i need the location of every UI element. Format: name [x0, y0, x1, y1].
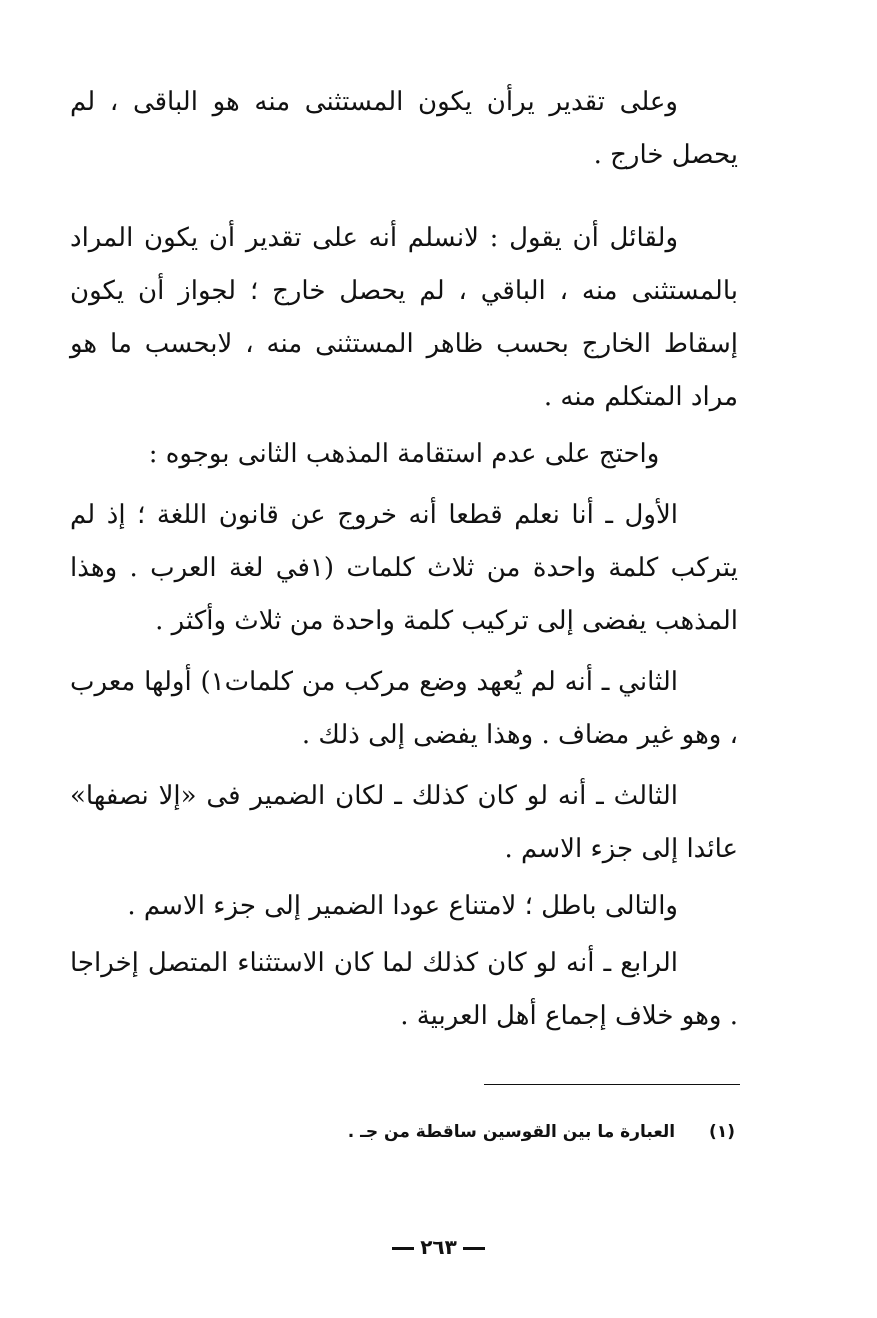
paragraph-5: الثاني ـ أنه لم يُعهد وضع مركب من كلمات١) أولها معرب ، وهو غير مضاف . وهذا يفضى إلى ذلك .	[70, 667, 738, 750]
paragraph-7: والتالى باطل ؛ لامتناع عودا الضمير إلى جزء الاسم .	[127, 891, 678, 921]
footnote-divider	[484, 1084, 740, 1085]
page-body	[70, 76, 738, 1043]
paragraph-1: وعلى تقدير يرأن يكون المستثنى منه هو الباقى ، لم يحصل خارج .	[70, 87, 738, 170]
footnote	[250, 1122, 735, 1142]
page-number	[0, 1235, 877, 1259]
page-number-value: ٢٦٣	[420, 1235, 457, 1259]
footnote-text: العبارة ما بين القوسين ساقطة من جـ .	[347, 1122, 676, 1142]
footnote-number: (١)	[709, 1122, 735, 1142]
paragraph-3-heading: واحتج على عدم استقامة المذهب الثانى بوجوه :	[148, 439, 660, 469]
paragraph-4: الأول ـ أنا نعلم قطعا أنه خروج عن قانون اللغة ؛ إذ لم يتركب كلمة واحدة من ثلاث كلمات (١في لغة العرب . وهذا المذهب يفضى إلى تركيب كلمة واحدة من ثلاث وأكثر .	[70, 500, 738, 636]
page-number-dash-right	[463, 1247, 485, 1250]
page-number-dash-left	[392, 1247, 414, 1250]
paragraph-6: الثالث ـ أنه لو كان كذلك ـ لكان الضمير فى «إلا نصفها» عائدا إلى جزء الاسم .	[70, 781, 738, 864]
paragraph-2: ولقائل أن يقول : لانسلم أنه على تقدير أن يكون المراد بالمستثنى منه ، الباقي ، لم يحصل خارج ؛ لجواز أن يكون إسقاط الخارج بحسب ظاهر المستثنى منه ، لابحسب ما هو مراد المتكلم منه .	[70, 223, 738, 412]
paragraph-8: الرابع ـ أنه لو كان كذلك لما كان الاستثناء المتصل إخراجا . وهو خلاف إجماع أهل العربية .	[70, 948, 738, 1031]
